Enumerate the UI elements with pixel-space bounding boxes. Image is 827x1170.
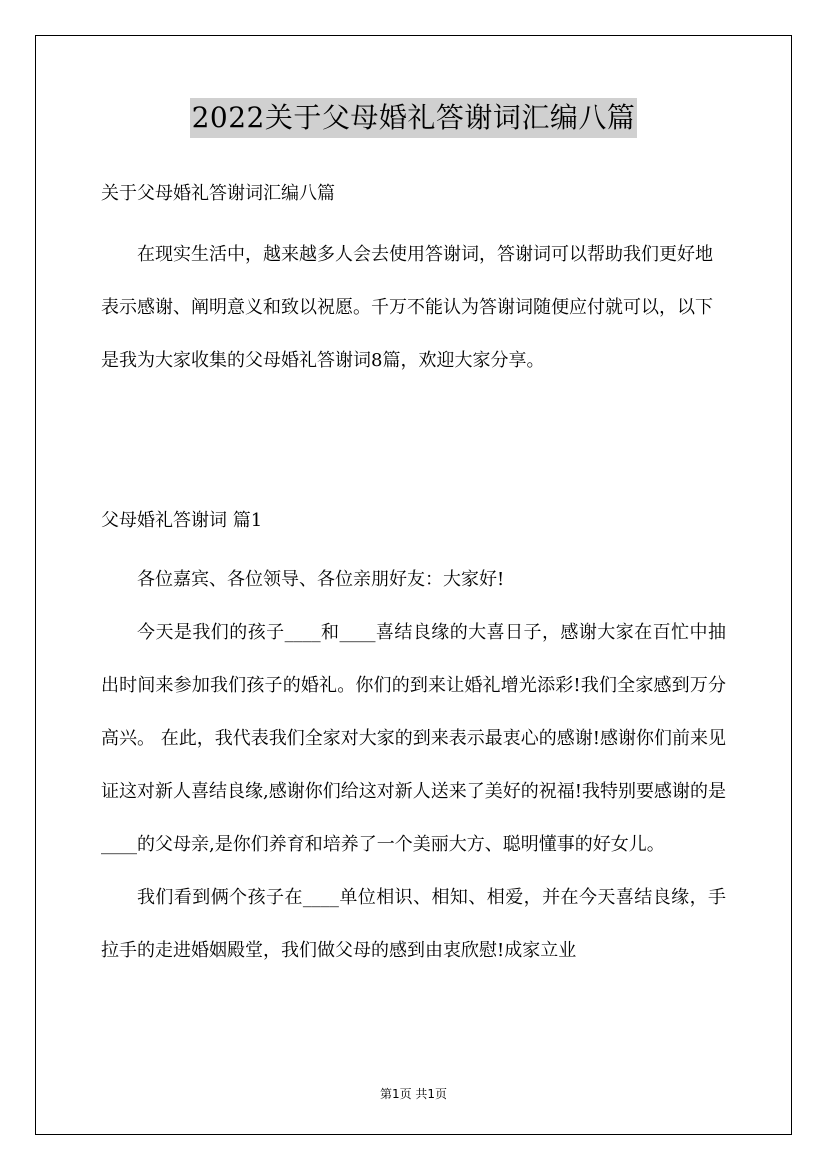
title-container <box>0 98 827 138</box>
page-footer: 第1页 共1页 <box>379 1087 448 1101</box>
section-body <box>101 553 726 977</box>
document-subtitle: 关于父母婚礼答谢词汇编八篇 <box>101 183 335 204</box>
intro-paragraph: 在现实生活中，越来越多人会去使用答谢词，答谢词可以帮助我们更好地表示感谢、阐明意义和致以祝愿。千万不能认为答谢词随便应付就可以，以下是我为大家收集的父母婚礼答谢词8篇，欢迎大家分享。 <box>101 244 713 371</box>
body-paragraph: 今天是我们的孩子____和____喜结良缘的大喜日子，感谢大家在百忙中抽出时间来参加我们孩子的婚礼。你们的到来让婚礼增光添彩!我们全家感到万分高兴。 在此，我代表我们全家对大家的到来表示最衷心的感谢!感谢你们前来见证这对新人喜结良缘,感谢你们给这对新人送来了美好的祝福!我特别要感谢的是____的父母亲,是你们养育和培养了一个美丽大方、聪明懂事的好女儿。 <box>101 622 726 855</box>
document-title: 2022关于父母婚礼答谢词汇编八篇 <box>190 98 638 138</box>
greeting-paragraph: 各位嘉宾、各位领导、各位亲朋好友：大家好! <box>137 569 505 590</box>
body-paragraph: 我们看到俩个孩子在____单位相识、相知、相爱，并在今天喜结良缘，手拉手的走进婚姻殿堂，我们做父母的感到由衷欣慰!成家立业 <box>101 887 726 961</box>
section-heading: 父母婚礼答谢词 篇1 <box>101 510 263 531</box>
